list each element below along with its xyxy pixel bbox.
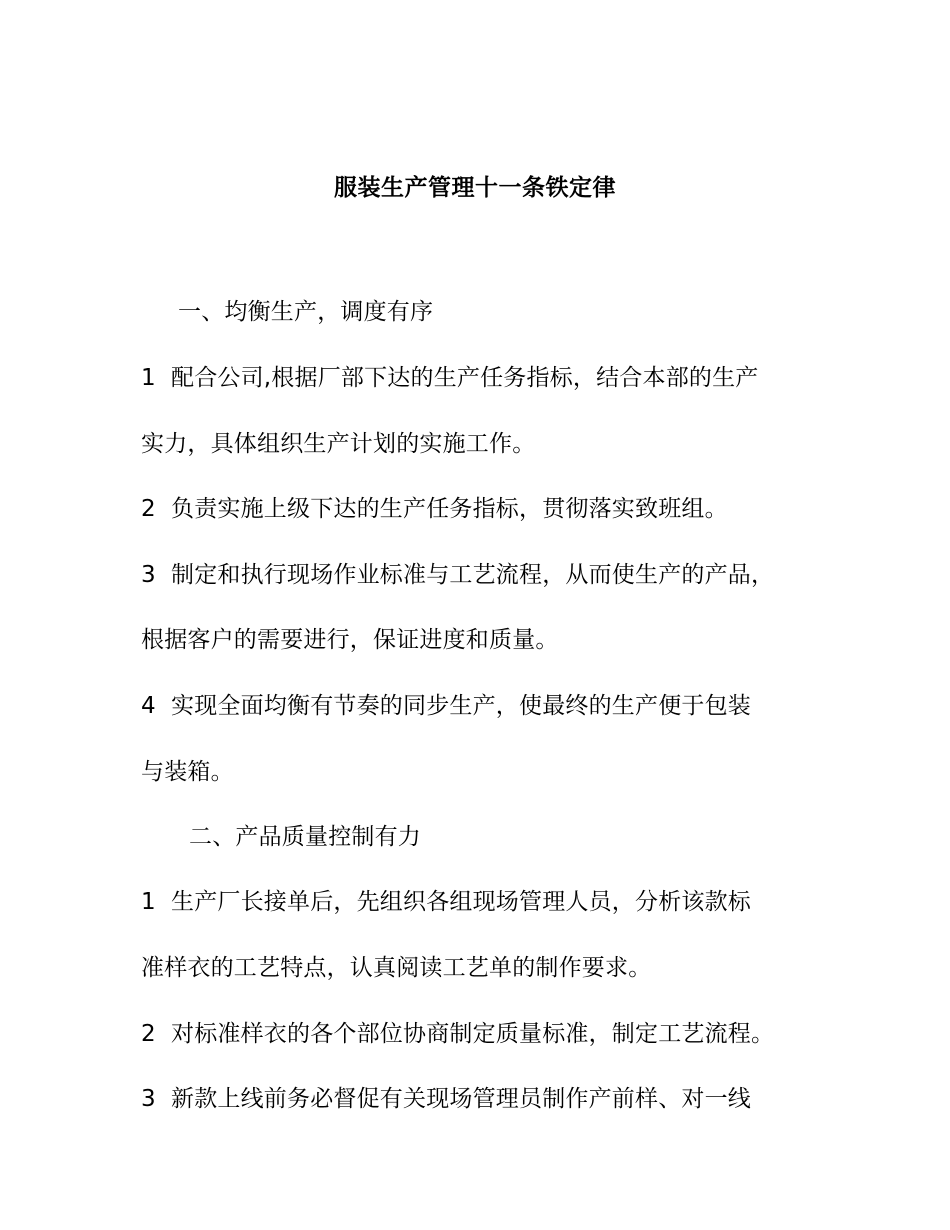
section-heading-1: 一、均衡生产，调度有序: [178, 299, 434, 325]
paragraph-line: 实力，具体组织生产计划的实施工作。: [141, 431, 536, 457]
item-number: 2: [141, 1021, 156, 1047]
item-text: 对标准样衣的各个部位协商制定质量标准，制定工艺流程。: [171, 1021, 775, 1047]
paragraph-line: [141, 559, 774, 591]
item-number: 3: [141, 562, 156, 588]
paragraph-line: [141, 493, 728, 525]
item-text: 生产厂长接单后，先组织各组现场管理人员，分析该款标: [171, 889, 751, 915]
paragraph-line: [141, 1018, 774, 1050]
paragraph-line: [141, 1083, 751, 1115]
item-text: 制定和执行现场作业标准与工艺流程，从而使生产的产品，: [171, 562, 775, 588]
item-number: 1: [141, 365, 156, 391]
section-heading-2: 二、产品质量控制有力: [189, 824, 421, 850]
paragraph-line: [141, 886, 751, 918]
paragraph-line: [141, 362, 759, 394]
paragraph-line: 准样衣的工艺特点，认真阅读工艺单的制作要求。: [141, 955, 652, 981]
item-number: 1: [141, 889, 156, 915]
item-number: 3: [141, 1086, 156, 1112]
paragraph-line: 根据客户的需要进行，保证进度和质量。: [141, 627, 559, 653]
item-text: 配合公司,根据厂部下达的生产任务指标，结合本部的生产: [171, 365, 759, 391]
paragraph-line: 与装箱。: [141, 759, 234, 785]
paragraph-line: [141, 690, 751, 722]
item-text: 实现全面均衡有节奏的同步生产，使最终的生产便于包装: [171, 693, 751, 719]
item-text: 负责实施上级下达的生产任务指标，贯彻落实致班组。: [171, 496, 728, 522]
item-number: 2: [141, 496, 156, 522]
item-number: 4: [141, 693, 156, 719]
document-title: 服装生产管理十一条铁定律: [334, 175, 616, 201]
item-text: 新款上线前务必督促有关现场管理员制作产前样、对一线: [171, 1086, 751, 1112]
